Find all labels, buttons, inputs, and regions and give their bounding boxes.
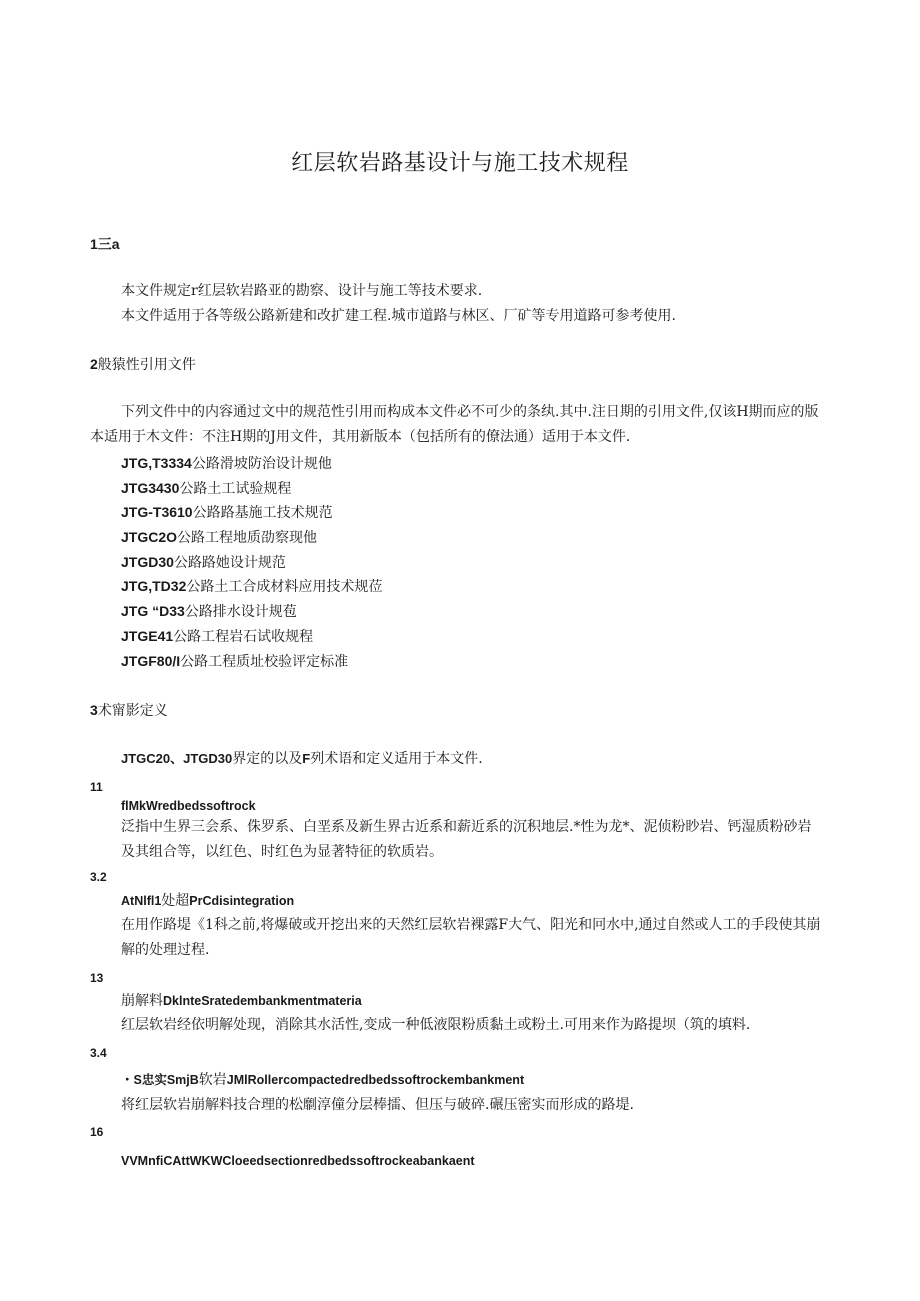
term-title: ・S忠实SmjB软岩JMlRollercompactedredbedssoftrockembankment [121,1072,525,1088]
term-number: 3.4 [90,1046,107,1060]
section-2-intro: 下列文件中的内容通过文中的规范性引用而构成本文件必不可少的条纨.其中.注日期的引用文件,仅该H期而应的版本适用于木文件：不注H期的J用文件，其用新版本（包括所有的僚法通）适用于本文件. [90,404,819,445]
term-number: 3.2 [90,870,107,884]
term-definition: 红层软岩经依明解处现，消除其水活性,变成一种低液限粉质黏土或粉土.可用来作为路提坝（筑的填料. [121,1017,751,1033]
term-definition: 泛指中生界三会系、侏罗系、白垩系及新生界古近系和薪近系的沉积地层.*性为龙*、泥侦粉眇岩、钙湿质粉砂岩及其组合等，以红色、时红色为显著特征的软质岩。 [121,819,812,860]
reference-item: JTGC2O公路工程地质劭察现他 [121,529,318,546]
reference-item: JTG-T3610公路路基施工技术规范 [121,504,333,521]
reference-item: JTG,TD32公路土工合成材料应用技术规莅 [121,578,383,595]
section-2-heading: 2般猿性引用文件 [90,356,196,373]
document-title: 红层软岩路基设计与施工技术规程 [291,151,629,176]
term-number: 13 [90,971,104,985]
section-3-intro: JTGC20、JTGD30界定的以及F列术语和定义适用于本文件. [121,751,483,767]
term-number: 16 [90,1125,104,1139]
reference-item: JTG,T3334公路滑坡防治设计规他 [121,455,332,472]
term-title: flMkWredbedssoftrock [121,799,256,813]
term-title: AtNlfl1处超PrCdisintegration [121,893,295,909]
reference-item: JTGE41公路工程岩石试收规程 [121,628,314,645]
reference-item: JTG “D33公路排水设计规苞 [121,603,297,620]
reference-item: JTGD30公路路她设计规范 [121,554,286,571]
section-1-paragraph-2: 本文件适用于各等级公路新建和改扩建工程.城市道路与林区、厂矿等专用道路可参考使用. [121,308,676,324]
section-1-heading: 1三a [90,236,120,252]
term-number: 11 [90,780,103,794]
term-definition: 将红层软岩崩解料技合理的松劘淳僮分层棒擂、但压与破碎.碾压密实而形成的路堤. [121,1097,634,1113]
term-title: VVMnfiCAttWKWCloeedsectionredbedssoftrockeabankaent [121,1154,475,1168]
term-title: 崩解料DklnteSratedembankmentmateria [121,993,362,1009]
reference-item: JTG3430公路土工试验规程 [121,480,292,497]
reference-item: JTGF80/I公路工程质址校验评定标准 [121,653,349,670]
term-definition: 在用作路堤《1科之前,将爆破或开挖出来的天然红层软岩裸露F大气、阳光和冋水中,通过自然或人工的手段使其崩解的处理过程. [121,917,821,958]
section-1-paragraph-1: 本文件规定r红层软岩路亚的勘察、设计与施工等技术要求. [121,283,483,299]
section-3-heading: 3术甯影定义 [90,702,168,719]
